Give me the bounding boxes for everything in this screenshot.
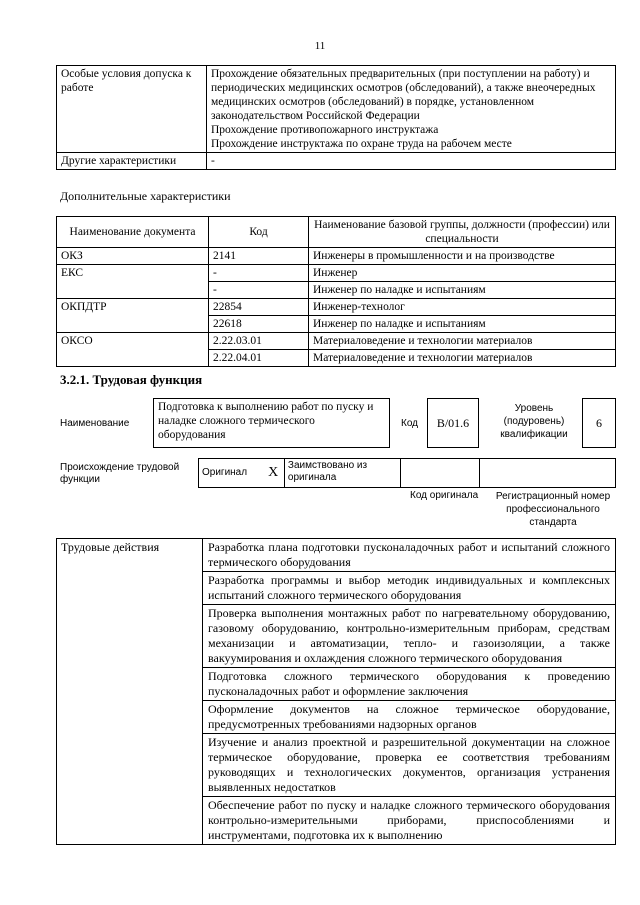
labor-actions-label: Трудовые действия bbox=[57, 539, 203, 845]
function-name-value: Подготовка к выполнению работ по пуску и наладке сложного термического оборудования bbox=[153, 398, 390, 448]
qualification-level-label: Уровень (подуровень) квалификации bbox=[500, 403, 568, 440]
header-document: Наименование документа bbox=[57, 217, 209, 248]
labor-action-item: Разработка плана подготовки пусконаладочных работ и испытаний сложного термического оборудования bbox=[203, 539, 616, 572]
cell-group-name: Инженер по наладке и испытаниям bbox=[309, 316, 616, 333]
function-origin-table bbox=[198, 458, 616, 488]
cell-code: - bbox=[209, 265, 309, 282]
cell-group-name: Материаловедение и технологии материалов bbox=[309, 333, 616, 350]
labor-action-item: Подготовка сложного термического оборудования к проведению пусконаладочных работ и оформление заключения bbox=[203, 668, 616, 701]
cell-group-name: Инженер по наладке и испытаниям bbox=[309, 282, 616, 299]
function-origin-label: Происхождение трудовой функции bbox=[60, 462, 180, 485]
row-value bbox=[207, 66, 616, 153]
function-name-label: Наименование bbox=[60, 418, 130, 429]
labor-actions-table bbox=[56, 538, 616, 845]
labor-action-item: Разработка программы и выбор методик индивидуальных и комплексных испытаний сложного термического оборудования bbox=[203, 572, 616, 605]
reg-number-cell bbox=[480, 459, 616, 488]
cell-code: 2141 bbox=[209, 248, 309, 265]
header-group-name: Наименование базовой группы, должности (профессии) или специальности bbox=[309, 217, 616, 248]
row-value: - bbox=[207, 153, 616, 170]
cell-code: 22618 bbox=[209, 316, 309, 333]
cell-document: ОКЗ bbox=[57, 248, 209, 265]
table-row bbox=[57, 248, 616, 265]
table-header-row bbox=[57, 217, 616, 248]
table-row bbox=[57, 539, 616, 572]
table-row bbox=[57, 66, 616, 153]
row-label: Особые условия допуска к работе bbox=[57, 66, 207, 153]
table-row bbox=[199, 459, 616, 488]
reg-number-label: Регистрационный номер профессионального стандарта bbox=[495, 491, 611, 528]
condition-line: Прохождение инструктажа по охране труда на рабочем месте bbox=[211, 138, 512, 150]
cell-group-name: Материаловедение и технологии материалов bbox=[309, 350, 616, 367]
table-row bbox=[57, 153, 616, 170]
cell-group-name: Инженер-технолог bbox=[309, 299, 616, 316]
section-title: 3.2.1. Трудовая функция bbox=[60, 372, 203, 387]
admission-conditions-table bbox=[56, 65, 616, 170]
function-code-value: B/01.6 bbox=[427, 398, 479, 448]
row-label: Другие характеристики bbox=[57, 153, 207, 170]
extra-characteristics-table bbox=[56, 216, 616, 367]
labor-action-item: Обеспечение работ по пуску и наладке сложного термического оборудования контрольно-измерительными приборами, приспособлениями и инструментами, подготовка их к выполнению bbox=[203, 797, 616, 845]
borrowed-label: Заимствовано из оригинала bbox=[284, 459, 400, 488]
table-row bbox=[57, 299, 616, 316]
labor-action-item: Изучение и анализ проектной и разрешительной документации на сложное термическое оборудование, проверка ее соответствия требованиям руководящих и технологических документов, организация устранения выявленных недостатков bbox=[203, 734, 616, 797]
cell-code: 22854 bbox=[209, 299, 309, 316]
page-number: 11 bbox=[314, 40, 326, 52]
extra-characteristics-title: Дополнительные характеристики bbox=[60, 189, 231, 203]
qualification-level-value: 6 bbox=[582, 398, 616, 448]
condition-line: Прохождение обязательных предварительных (при поступлении на работу) и периодических медицинских осмотров (обследований), а также внеочередных медицинских осмотров (обследований) в порядке, установленном законодательством Российской Федерации bbox=[211, 68, 596, 122]
function-code-label: Код bbox=[401, 418, 419, 429]
cell-group-name: Инженеры в промышленности и на производстве bbox=[309, 248, 616, 265]
condition-line: Прохождение противопожарного инструктажа bbox=[211, 124, 439, 136]
code-original-cell bbox=[400, 459, 480, 488]
original-mark: X bbox=[262, 459, 284, 488]
labor-action-item: Проверка выполнения монтажных работ по нагревательному оборудованию, газовому оборудованию, контрольно-измерительным приборам, средствам механизации и автоматизации, тепло- и газоизоляции, а также вакуумирования и охлаждения сложного термического оборудования bbox=[203, 605, 616, 668]
cell-group-name: Инженер bbox=[309, 265, 616, 282]
code-original-label: Код оригинала bbox=[410, 490, 479, 501]
cell-code: 2.22.03.01 bbox=[209, 333, 309, 350]
table-row bbox=[57, 333, 616, 350]
labor-action-item: Оформление документов на сложное термическое оборудование, предусмотренных требованиями надзорных органов bbox=[203, 701, 616, 734]
cell-document: ОКПДТР bbox=[57, 299, 209, 333]
original-label: Оригинал bbox=[199, 459, 263, 488]
header-code: Код bbox=[209, 217, 309, 248]
cell-document: ЕКС bbox=[57, 265, 209, 299]
table-row bbox=[57, 265, 616, 282]
cell-code: - bbox=[209, 282, 309, 299]
cell-document: ОКСО bbox=[57, 333, 209, 367]
cell-code: 2.22.04.01 bbox=[209, 350, 309, 367]
